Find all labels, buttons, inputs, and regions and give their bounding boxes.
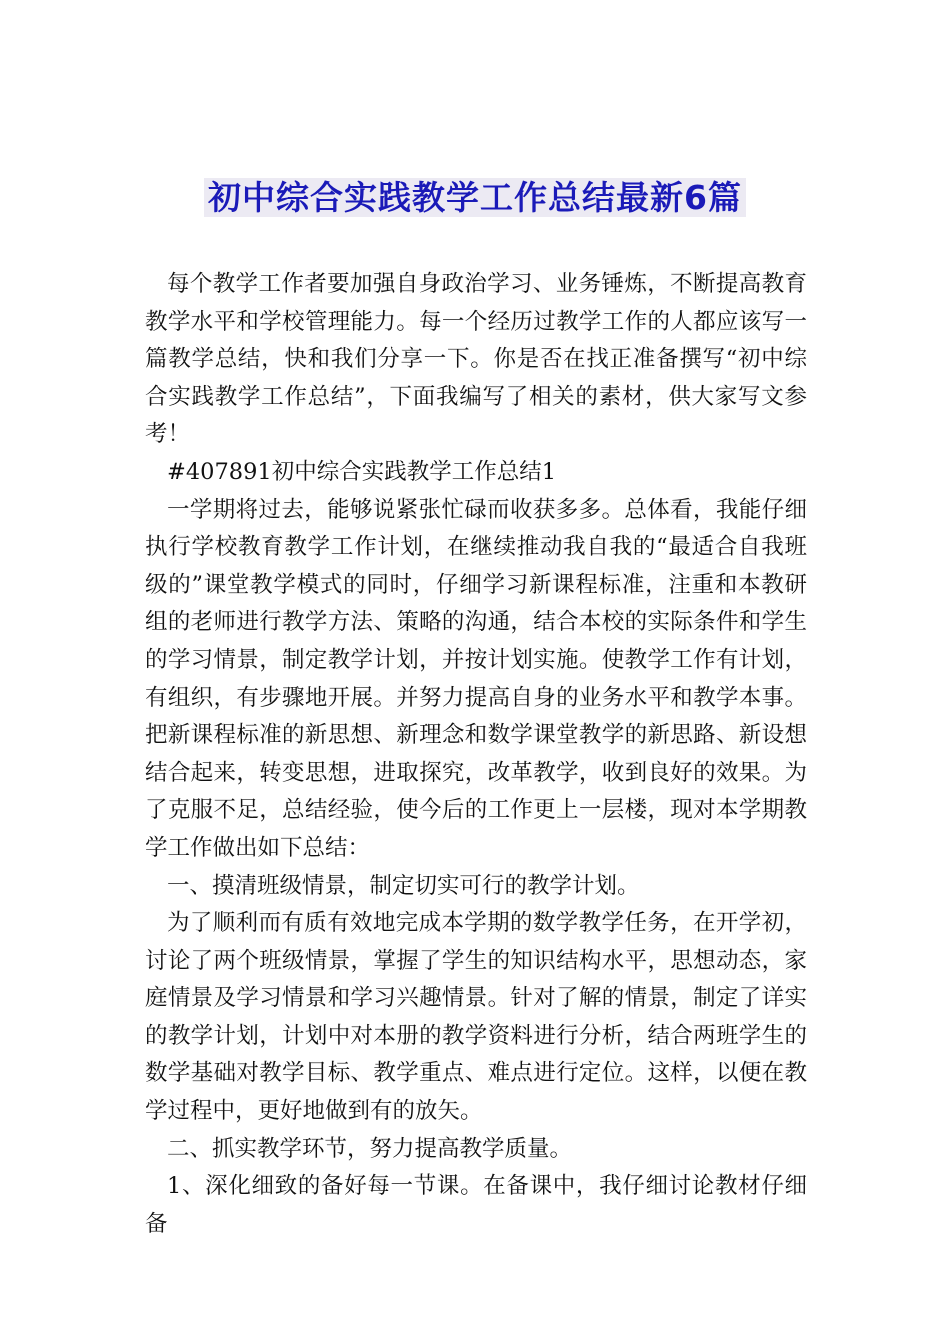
body-paragraph: 一学期将过去，能够说紧张忙碌而收获多多。总体看，我能仔细执行学校教育教学工作计划，在继续推动我自我的“最适合自我班级的”课堂教学模式的同时，仔细学习新课程标准，注重和本教研组的老师进行教学方法、策略的沟通，结合本校的实际条件和学生的学习情景，制定教学计划，并按计划实施。使教学工作有计划，有组织，有步骤地开展。并努力提高自身的业务水平和教学本事。把新课程标准的新思想、新理念和数学课堂教学的新思路、新设想结合起来，转变思想，进取探究，改革教学，收到良好的效果。为了克服不足，总结经验，使今后的工作更上一层楼，现对本学期教学工作做出如下总结：: [145, 496, 807, 861]
section-heading: #407891初中综合实践教学工作总结1: [167, 458, 557, 485]
document-body: [145, 266, 807, 1243]
subsection-heading: 一、摸清班级情景，制定切实可行的教学计划。: [167, 872, 640, 899]
body-paragraph: 1、深化细致的备好每一节课。在备课中，我仔细讨论教材仔细备: [145, 1173, 807, 1237]
body-paragraph: 为了顺利而有质有效地完成本学期的数学教学任务，在开学初，讨论了两个班级情景，掌握了学生的知识结构水平，思想动态，家庭情景及学习情景和学习兴趣情景。针对了解的情景，制定了详实的教学计划，计划中对本册的教学资料进行分析，结合两班学生的数学基础对教学目标、教学重点、难点进行定位。这样，以便在教学过程中，更好地做到有的放矢。: [145, 910, 807, 1125]
document-title: [0, 176, 950, 220]
intro-paragraph: 每个教学工作者要加强自身政治学习、业务锤炼，不断提高教育教学水平和学校管理能力。每一个经历过教学工作的人都应该写一篇教学总结，快和我们分享一下。你是否在找正准备撰写“初中综合实践教学工作总结”，下面我编写了相关的素材，供大家写文参考！: [145, 271, 807, 448]
document-title-text: 初中综合实践教学工作总结最新6篇: [204, 178, 746, 217]
subsection-heading: 二、抓实教学环节，努力提高教学质量。: [167, 1135, 573, 1162]
